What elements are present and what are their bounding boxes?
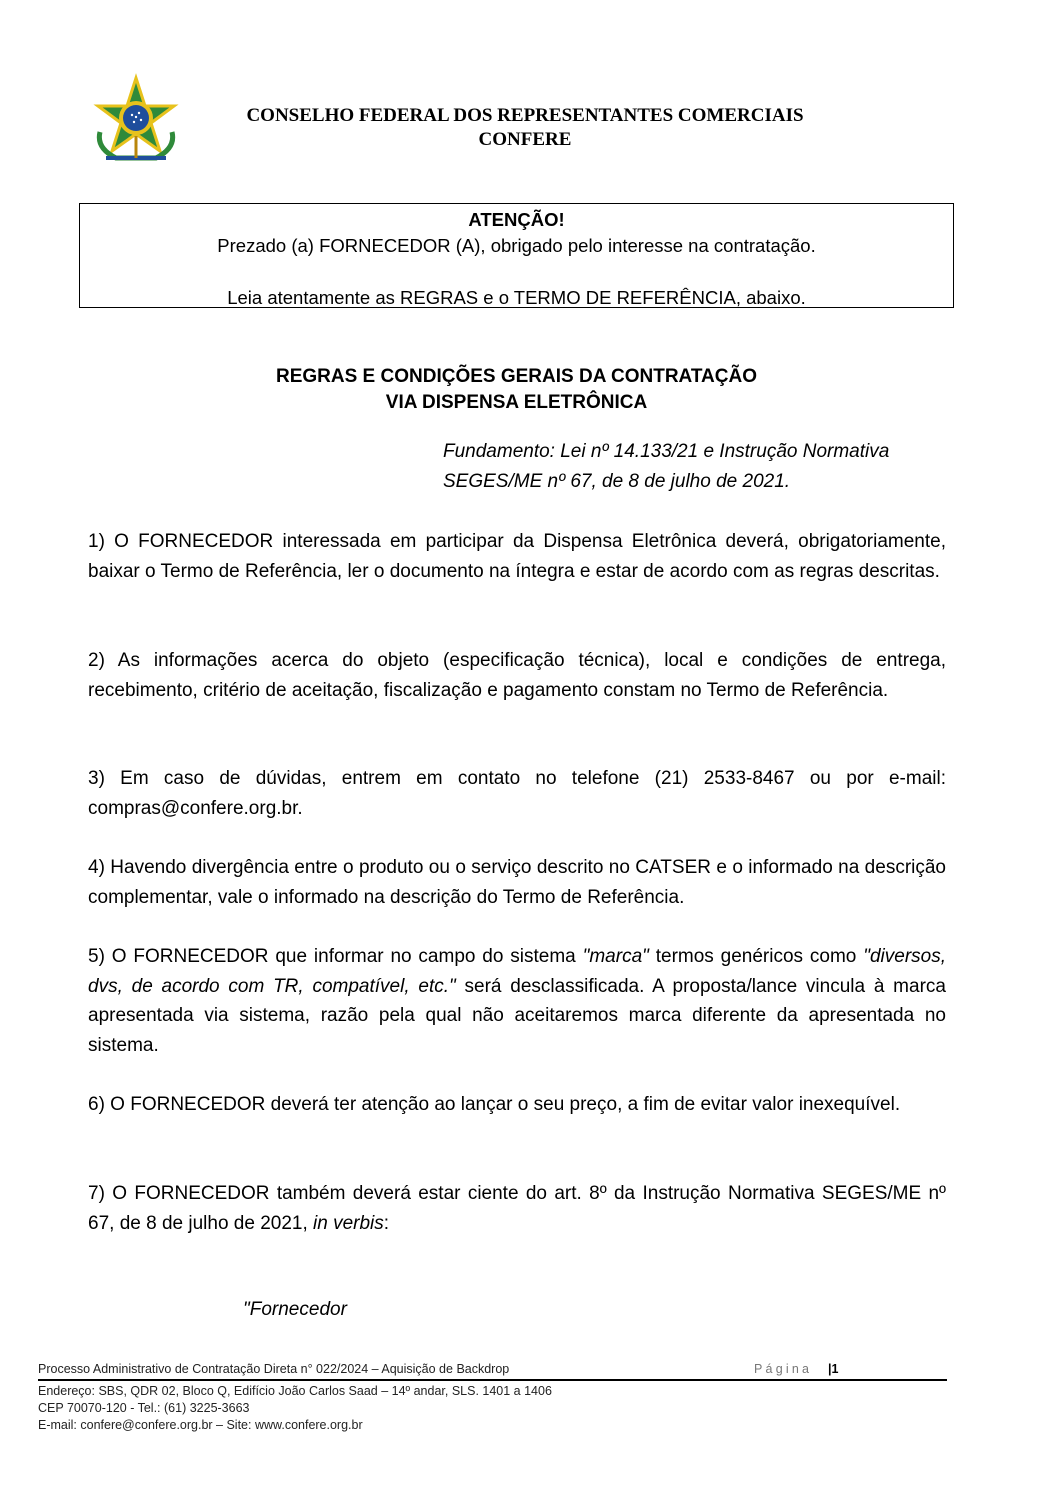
rule-7-text-c: : xyxy=(383,1212,390,1234)
rule-paragraph-4: 4) Havendo divergência entre o produto ou o serviço descrito no CATSER e o informado na descrição complementar, vale o informado na descrição do Termo de Referência. xyxy=(88,857,946,908)
rule-5-generic-terms: "diversos, dvs, de acordo com TR, compatível, etc." xyxy=(88,946,946,997)
footer-process-number: Processo Administrativo de Contratação Direta n° 022/2024 – Aquisição de Backdrop xyxy=(38,1362,510,1376)
footer-zip-phone: CEP 70070-120 - Tel.: (61) 3225-3663 xyxy=(38,1401,250,1415)
attention-title: ATENÇÃO! xyxy=(468,209,565,230)
rule-5-text-e: será desclassificada. A proposta/lance vincula à marca apresentada via sistema, razão pela qual não aceitaremos marca diferente da apresentada no sistema. xyxy=(88,975,946,1056)
rule-paragraph-2: 2) As informações acerca do objeto (especificação técnica), local e condições de entrega, recebimento, critério de aceitação, fiscalização e pagamento constam no Termo de Referência. xyxy=(88,650,946,701)
quote-start: "Fornecedor xyxy=(243,1299,347,1320)
rule-paragraph-5 xyxy=(88,942,946,1060)
attention-line-1: Prezado (a) FORNECEDOR (A), obrigado pelo interesse na contratação. xyxy=(217,235,816,256)
attention-box xyxy=(79,203,954,308)
section-heading-line-1: REGRAS E CONDIÇÕES GERAIS DA CONTRATAÇÃO xyxy=(275,366,757,387)
legal-basis: Fundamento: Lei nº 14.133/21 e Instrução Normativa SEGES/ME nº 67, de 8 de julho de 2021. xyxy=(443,441,890,492)
organization-name: CONSELHO FEDERAL DOS REPRESENTANTES COMERCIAIS xyxy=(246,105,804,126)
rule-5-text-a: 5) O FORNECEDOR que informar no campo do sistema xyxy=(88,946,583,967)
rule-7-in-verbis: in verbis xyxy=(313,1212,384,1234)
organization-acronym: CONFERE xyxy=(478,129,572,150)
footer-address: Endereço: SBS, QDR 02, Bloco Q, Edifício João Carlos Saad – 14º andar, SLS. 1401 a 1406 xyxy=(38,1384,552,1398)
footer-divider xyxy=(38,1379,947,1381)
coat-of-arms-seal xyxy=(92,72,180,164)
rule-paragraph-6: 6) O FORNECEDOR deverá ter atenção ao lançar o seu preço, a fim de evitar valor inexequível. xyxy=(88,1094,901,1115)
footer-page-label: Página xyxy=(754,1362,813,1376)
footer-page-separator: | xyxy=(828,1362,832,1376)
section-heading-line-2: VIA DISPENSA ELETRÔNICA xyxy=(385,392,648,413)
footer-page-number xyxy=(828,1360,838,1378)
footer-page-value: 1 xyxy=(831,1362,839,1376)
rule-paragraph-3: 3) Em caso de dúvidas, entrem em contato no telefone (21) 2533-8467 ou por e-mail: compras@confere.org.br. xyxy=(88,768,946,819)
attention-line-2: Leia atentamente as REGRAS e o TERMO DE REFERÊNCIA, abaixo. xyxy=(227,287,806,308)
rule-paragraph-7 xyxy=(88,1179,946,1238)
rule-paragraph-1: 1) O FORNECEDOR interessada em participar da Dispensa Eletrônica deverá, obrigatoriamente, baixar o Termo de Referência, ler o documento na íntegra e estar de acordo com as regras descritas. xyxy=(88,531,946,582)
rule-7-text-a: 7) O FORNECEDOR também deverá estar ciente do art. 8º da Instrução Normativa SEGES/ME nº 67, de 8 de julho de 2021, xyxy=(88,1183,946,1234)
rule-5-text-c: termos genéricos como xyxy=(648,946,864,967)
rule-5-marca: "marca" xyxy=(582,946,649,967)
footer-email-site: E-mail: confere@confere.org.br – Site: www.confere.org.br xyxy=(38,1418,363,1432)
